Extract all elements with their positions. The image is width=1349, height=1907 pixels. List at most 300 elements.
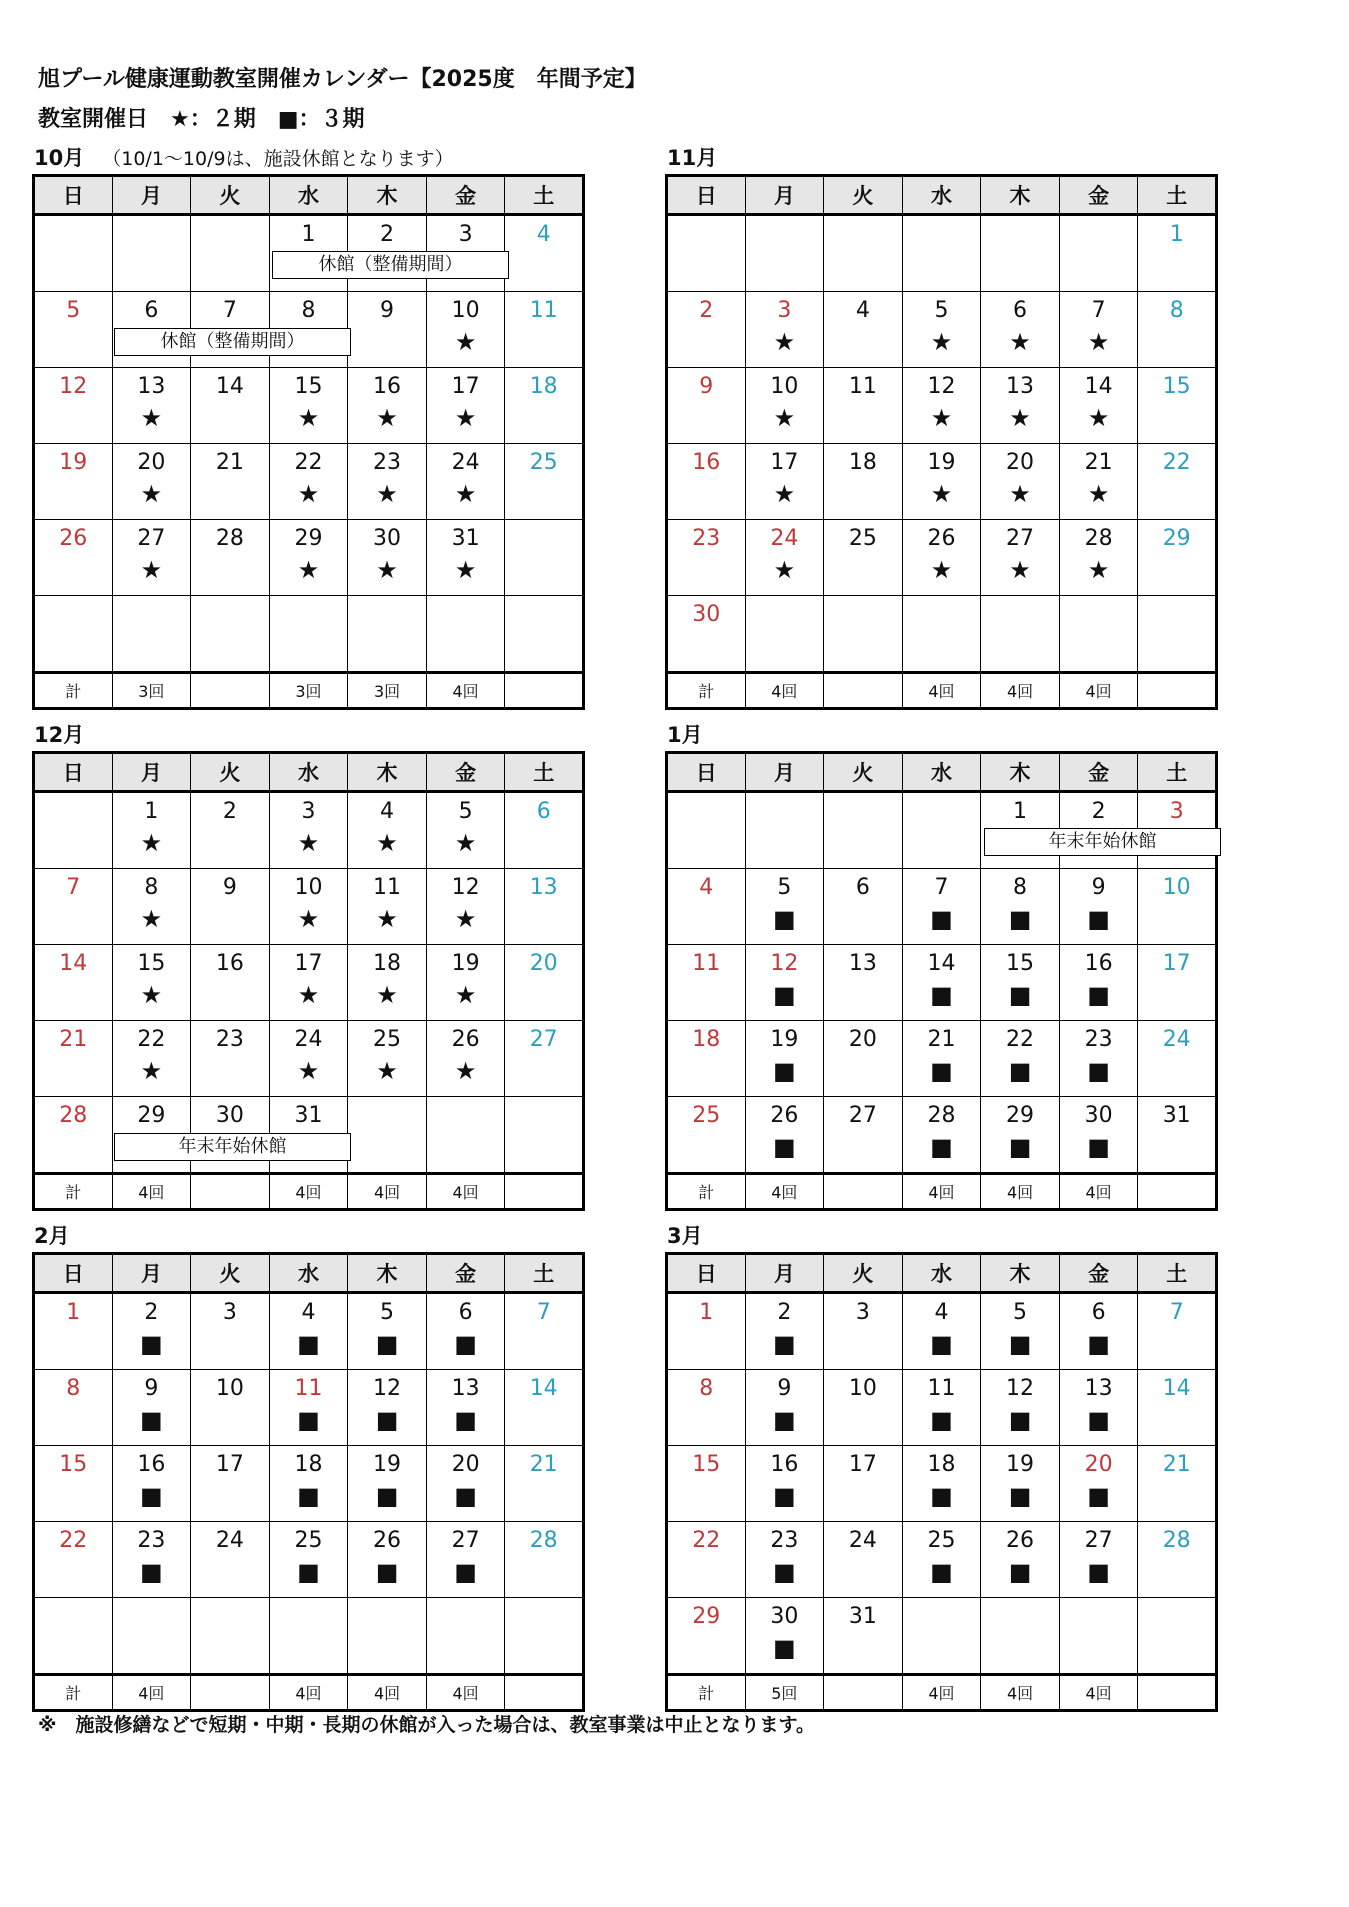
day-cell — [505, 292, 584, 368]
day-cell — [269, 1522, 348, 1598]
square-mark-icon: ■ — [930, 1057, 953, 1085]
total-count: 4回 — [426, 1174, 505, 1210]
weekday-header: 水 — [902, 1254, 981, 1293]
day-number: 8 — [144, 875, 159, 900]
day-number: 1 — [1013, 799, 1028, 824]
total-count: 3回 — [269, 673, 348, 709]
day-cell — [34, 1522, 113, 1598]
month-note: （10/1～10/9は、施設休館となります） — [102, 148, 454, 170]
total-count — [505, 1174, 584, 1210]
day-cell — [667, 945, 746, 1021]
day-cell — [505, 596, 584, 673]
day-number: 4 — [536, 222, 551, 247]
month-name: 10月 — [34, 146, 85, 170]
total-label: 計 — [667, 1174, 746, 1210]
day-number: 30 — [215, 1103, 244, 1128]
calendar-table — [32, 1252, 585, 1712]
day-cell — [902, 215, 981, 292]
day-number — [668, 222, 745, 248]
day-number: 28 — [1162, 1528, 1191, 1553]
weekday-header: 金 — [426, 753, 505, 792]
closure-banner: 休館（整備期間） — [272, 251, 509, 279]
day-cell — [505, 1446, 584, 1522]
day-cell — [269, 520, 348, 596]
day-number: 30 — [770, 1604, 799, 1629]
day-cell — [1059, 1293, 1138, 1370]
day-number: 22 — [294, 450, 323, 475]
star-mark-icon: ★ — [297, 556, 320, 584]
day-number: 11 — [294, 1376, 323, 1401]
day-cell — [348, 596, 427, 673]
day-number — [903, 799, 981, 825]
weekday-header: 木 — [348, 176, 427, 215]
day-cell — [1138, 1598, 1217, 1675]
day-cell — [426, 1021, 505, 1097]
day-cell — [745, 1598, 824, 1675]
week-row — [667, 1598, 1217, 1675]
day-number: 10 — [294, 875, 323, 900]
day-cell — [34, 792, 113, 869]
day-cell — [1138, 1446, 1217, 1522]
square-mark-icon: ■ — [375, 1558, 399, 1586]
star-mark-icon: ★ — [140, 905, 163, 933]
day-number: 5 — [934, 298, 949, 323]
day-number: 18 — [294, 1452, 323, 1477]
total-count: 3回 — [348, 673, 427, 709]
day-number — [1138, 602, 1215, 628]
month-december — [32, 723, 585, 1211]
day-cell — [667, 1522, 746, 1598]
day-number: 4 — [301, 1300, 316, 1325]
day-cell — [505, 1370, 584, 1446]
day-number: 21 — [1084, 450, 1113, 475]
day-number: 17 — [294, 951, 323, 976]
day-number: 31 — [451, 526, 480, 551]
square-mark-icon: ■ — [930, 1482, 953, 1510]
total-count: 4回 — [981, 673, 1060, 709]
day-number: 15 — [1162, 374, 1191, 399]
day-number: 2 — [222, 799, 237, 824]
day-cell — [34, 292, 113, 368]
day-number: 24 — [215, 1528, 244, 1553]
square-mark-icon: ■ — [140, 1558, 163, 1586]
day-number: 21 — [215, 450, 244, 475]
day-cell — [348, 1293, 427, 1370]
day-cell — [348, 1370, 427, 1446]
day-number — [1138, 1604, 1215, 1630]
day-number: 16 — [373, 374, 402, 399]
day-number: 4 — [380, 799, 395, 824]
closure-banner: 休館（整備期間） — [114, 328, 351, 356]
day-number — [824, 222, 902, 248]
day-cell — [348, 368, 427, 444]
total-count — [505, 1675, 584, 1711]
day-number: 9 — [699, 374, 714, 399]
week-row — [34, 1522, 584, 1598]
day-number — [981, 602, 1059, 628]
star-mark-icon: ★ — [454, 404, 477, 432]
day-number: 9 — [222, 875, 237, 900]
day-number: 31 — [848, 1604, 877, 1629]
day-number: 7 — [934, 875, 949, 900]
day-cell — [112, 1446, 191, 1522]
calendar-table — [665, 174, 1218, 710]
day-number: 7 — [222, 298, 237, 323]
day-number: 19 — [59, 450, 88, 475]
day-cell — [824, 368, 903, 444]
day-cell — [1059, 292, 1138, 368]
day-cell — [667, 1021, 746, 1097]
square-mark-icon: ■ — [375, 1482, 399, 1510]
square-mark-icon: ■ — [297, 1406, 320, 1434]
square-mark-icon: ■ — [1087, 1133, 1110, 1161]
day-cell — [112, 1370, 191, 1446]
month-name: 11月 — [667, 146, 718, 170]
star-mark-icon: ★ — [930, 404, 953, 432]
day-cell — [34, 444, 113, 520]
day-cell — [269, 444, 348, 520]
square-mark-icon: ■ — [1008, 1330, 1032, 1358]
day-cell — [745, 869, 824, 945]
day-cell — [824, 1293, 903, 1370]
total-count: 4回 — [112, 1675, 191, 1711]
day-cell — [348, 869, 427, 945]
day-cell — [824, 596, 903, 673]
total-label: 計 — [34, 1675, 113, 1711]
day-cell — [269, 792, 348, 869]
day-cell — [426, 869, 505, 945]
day-number: 3 — [777, 298, 792, 323]
day-cell — [667, 520, 746, 596]
day-number: 24 — [1162, 1027, 1191, 1052]
day-number: 10 — [770, 374, 799, 399]
day-number: 22 — [1006, 1027, 1035, 1052]
month-label — [34, 719, 84, 749]
day-number: 19 — [770, 1027, 799, 1052]
day-number: 23 — [1084, 1027, 1113, 1052]
month-name: 2月 — [34, 1224, 70, 1248]
month-label — [34, 142, 454, 172]
day-number: 27 — [1006, 526, 1035, 551]
day-number: 5 — [380, 1300, 395, 1325]
star-mark-icon: ★ — [454, 1057, 477, 1085]
day-number: 13 — [1006, 374, 1035, 399]
square-mark-icon: ■ — [773, 1482, 796, 1510]
day-cell — [1138, 1522, 1217, 1598]
day-cell — [745, 292, 824, 368]
star-mark-icon: ★ — [376, 556, 398, 584]
day-number: 3 — [855, 1300, 870, 1325]
day-number: 14 — [529, 1376, 558, 1401]
week-row — [667, 869, 1217, 945]
day-cell — [1138, 1097, 1217, 1174]
day-cell — [426, 792, 505, 869]
day-number: 28 — [215, 526, 244, 551]
day-number — [270, 602, 348, 628]
day-number — [903, 1604, 981, 1630]
day-number: 31 — [294, 1103, 323, 1128]
day-cell — [426, 520, 505, 596]
day-cell — [902, 869, 981, 945]
day-number: 20 — [137, 450, 166, 475]
day-cell — [348, 444, 427, 520]
day-cell — [981, 444, 1060, 520]
square-mark-icon: ■ — [297, 1482, 320, 1510]
day-cell — [824, 945, 903, 1021]
day-number — [824, 602, 902, 628]
day-number: 5 — [458, 799, 473, 824]
square-mark-icon: ■ — [773, 1634, 796, 1662]
day-cell — [505, 945, 584, 1021]
day-number: 5 — [1013, 1300, 1028, 1325]
day-cell — [1138, 1370, 1217, 1446]
day-cell — [1059, 444, 1138, 520]
square-mark-icon: ■ — [375, 1330, 399, 1358]
weekday-header: 日 — [34, 753, 113, 792]
day-number: 27 — [137, 526, 166, 551]
star-mark-icon: ★ — [297, 480, 320, 508]
day-cell — [981, 215, 1060, 292]
star-mark-icon: ★ — [454, 981, 477, 1009]
day-cell — [981, 520, 1060, 596]
star-mark-icon: ★ — [1009, 556, 1031, 584]
week-row — [667, 444, 1217, 520]
weekday-header: 火 — [191, 176, 270, 215]
day-number: 17 — [770, 450, 799, 475]
day-number: 13 — [848, 951, 877, 976]
day-number: 14 — [1162, 1376, 1191, 1401]
day-cell — [824, 1370, 903, 1446]
day-cell — [269, 1021, 348, 1097]
day-number: 7 — [66, 875, 81, 900]
day-number: 28 — [927, 1103, 956, 1128]
day-cell — [34, 520, 113, 596]
day-number — [348, 602, 426, 628]
day-number: 23 — [137, 1528, 166, 1553]
day-number: 11 — [373, 875, 402, 900]
week-row — [667, 1522, 1217, 1598]
total-count: 4回 — [745, 673, 824, 709]
day-number: 19 — [373, 1452, 402, 1477]
day-cell — [667, 869, 746, 945]
day-cell — [505, 869, 584, 945]
day-number: 5 — [66, 298, 81, 323]
square-mark-icon: ■ — [1008, 1406, 1032, 1434]
month-march — [665, 1224, 1218, 1712]
day-cell — [745, 1446, 824, 1522]
weekday-header: 金 — [426, 1254, 505, 1293]
day-number: 12 — [59, 374, 88, 399]
week-row — [667, 1097, 1217, 1174]
weekday-header: 土 — [1138, 753, 1217, 792]
day-number: 25 — [692, 1103, 721, 1128]
day-cell — [667, 368, 746, 444]
day-cell — [269, 1293, 348, 1370]
day-number: 12 — [373, 1376, 402, 1401]
day-cell — [1059, 1598, 1138, 1675]
day-cell — [426, 596, 505, 673]
weekday-header: 水 — [269, 176, 348, 215]
square-mark-icon: ■ — [375, 1406, 399, 1434]
star-mark-icon: ★ — [140, 1057, 163, 1085]
total-count — [1138, 1675, 1217, 1711]
star-mark-icon: ★ — [773, 404, 796, 432]
day-cell — [269, 368, 348, 444]
day-cell — [34, 945, 113, 1021]
day-cell — [1059, 368, 1138, 444]
day-number: 11 — [692, 951, 721, 976]
day-number: 25 — [529, 450, 558, 475]
day-number: 3 — [458, 222, 473, 247]
week-row — [667, 1293, 1217, 1370]
day-cell — [667, 444, 746, 520]
day-number — [903, 222, 981, 248]
square-mark-icon: ■ — [140, 1406, 163, 1434]
day-cell — [902, 1446, 981, 1522]
star-mark-icon: ★ — [1009, 480, 1031, 508]
day-cell — [505, 1598, 584, 1675]
day-number: 21 — [1162, 1452, 1191, 1477]
weekday-header: 火 — [824, 753, 903, 792]
square-mark-icon: ■ — [1008, 1482, 1032, 1510]
total-count: 4回 — [1059, 1675, 1138, 1711]
day-number: 9 — [380, 298, 395, 323]
star-mark-icon: ★ — [297, 905, 320, 933]
star-mark-icon: ★ — [1087, 480, 1110, 508]
star-mark-icon: ★ — [930, 556, 953, 584]
day-number: 12 — [927, 374, 956, 399]
weekday-header: 日 — [667, 753, 746, 792]
square-mark-icon: ■ — [773, 981, 796, 1009]
square-mark-icon: ■ — [773, 1406, 796, 1434]
square-mark-icon: ■ — [297, 1330, 320, 1358]
day-cell — [981, 1097, 1060, 1174]
day-number — [746, 602, 824, 628]
star-mark-icon: ★ — [1087, 404, 1110, 432]
square-mark-icon: ■ — [140, 1330, 163, 1358]
weekday-header: 日 — [34, 1254, 113, 1293]
day-number: 1 — [699, 1300, 714, 1325]
square-mark-icon: ■ — [454, 1482, 477, 1510]
week-row — [667, 1370, 1217, 1446]
weekday-header: 火 — [824, 1254, 903, 1293]
day-cell — [191, 792, 270, 869]
star-mark-icon: ★ — [454, 480, 477, 508]
day-number: 20 — [848, 1027, 877, 1052]
day-number — [35, 1604, 112, 1630]
day-cell — [34, 1598, 113, 1675]
day-number — [427, 1604, 505, 1630]
day-number: 17 — [848, 1452, 877, 1477]
day-cell — [981, 1446, 1060, 1522]
day-cell — [824, 1446, 903, 1522]
day-cell — [981, 1293, 1060, 1370]
star-mark-icon: ★ — [930, 328, 953, 356]
day-cell — [745, 596, 824, 673]
square-mark-icon: ■ — [773, 1558, 796, 1586]
week-row — [34, 869, 584, 945]
day-cell — [667, 215, 746, 292]
total-count: 4回 — [426, 673, 505, 709]
week-row — [34, 1446, 584, 1522]
month-january — [665, 723, 1218, 1211]
day-number — [35, 222, 112, 248]
day-cell — [34, 215, 113, 292]
day-cell — [191, 1370, 270, 1446]
day-number — [113, 1604, 191, 1630]
total-count: 4回 — [426, 1675, 505, 1711]
star-mark-icon: ★ — [140, 556, 163, 584]
total-count — [191, 673, 270, 709]
day-number: 7 — [1091, 298, 1106, 323]
day-number: 4 — [934, 1300, 949, 1325]
day-cell — [505, 1097, 584, 1174]
square-mark-icon: ■ — [773, 1057, 796, 1085]
day-cell — [745, 520, 824, 596]
day-cell — [34, 1370, 113, 1446]
day-number: 23 — [215, 1027, 244, 1052]
day-number — [824, 799, 902, 825]
weekday-header: 木 — [348, 753, 427, 792]
day-number: 13 — [451, 1376, 480, 1401]
day-cell — [348, 1598, 427, 1675]
day-cell — [824, 292, 903, 368]
day-number: 6 — [144, 298, 159, 323]
star-mark-icon: ★ — [454, 556, 477, 584]
total-count — [1138, 673, 1217, 709]
day-number: 20 — [451, 1452, 480, 1477]
day-number: 15 — [294, 374, 323, 399]
day-cell — [1059, 1446, 1138, 1522]
total-count — [824, 1675, 903, 1711]
day-cell — [34, 1097, 113, 1174]
total-count: 4回 — [112, 1174, 191, 1210]
star-mark-icon: ★ — [376, 981, 398, 1009]
day-number: 23 — [373, 450, 402, 475]
day-cell — [1138, 520, 1217, 596]
day-number: 27 — [848, 1103, 877, 1128]
day-number: 13 — [137, 374, 166, 399]
day-cell — [505, 792, 584, 869]
day-cell — [1059, 869, 1138, 945]
day-number: 20 — [1006, 450, 1035, 475]
day-number: 19 — [927, 450, 956, 475]
day-cell — [1138, 945, 1217, 1021]
day-cell — [191, 1446, 270, 1522]
day-cell — [269, 945, 348, 1021]
day-number: 18 — [848, 450, 877, 475]
week-row — [667, 292, 1217, 368]
square-mark-icon: ■ — [1087, 1482, 1110, 1510]
weekday-header: 水 — [902, 176, 981, 215]
month-november — [665, 146, 1218, 710]
star-mark-icon: ★ — [1009, 404, 1031, 432]
total-count — [1138, 1174, 1217, 1210]
day-cell — [745, 945, 824, 1021]
day-cell — [667, 292, 746, 368]
closure-banner: 年末年始休館 — [114, 1133, 351, 1161]
day-cell — [1138, 444, 1217, 520]
star-mark-icon: ★ — [454, 905, 477, 933]
day-number: 6 — [458, 1300, 473, 1325]
star-mark-icon: ★ — [140, 480, 163, 508]
star-mark-icon: ★ — [1009, 328, 1031, 356]
weekday-header: 金 — [1059, 1254, 1138, 1293]
weekday-header: 土 — [505, 1254, 584, 1293]
month-name: 3月 — [667, 1224, 703, 1248]
page-title: 旭プール健康運動教室開催カレンダー【2025度 年間予定】 — [38, 67, 647, 92]
day-cell — [191, 368, 270, 444]
